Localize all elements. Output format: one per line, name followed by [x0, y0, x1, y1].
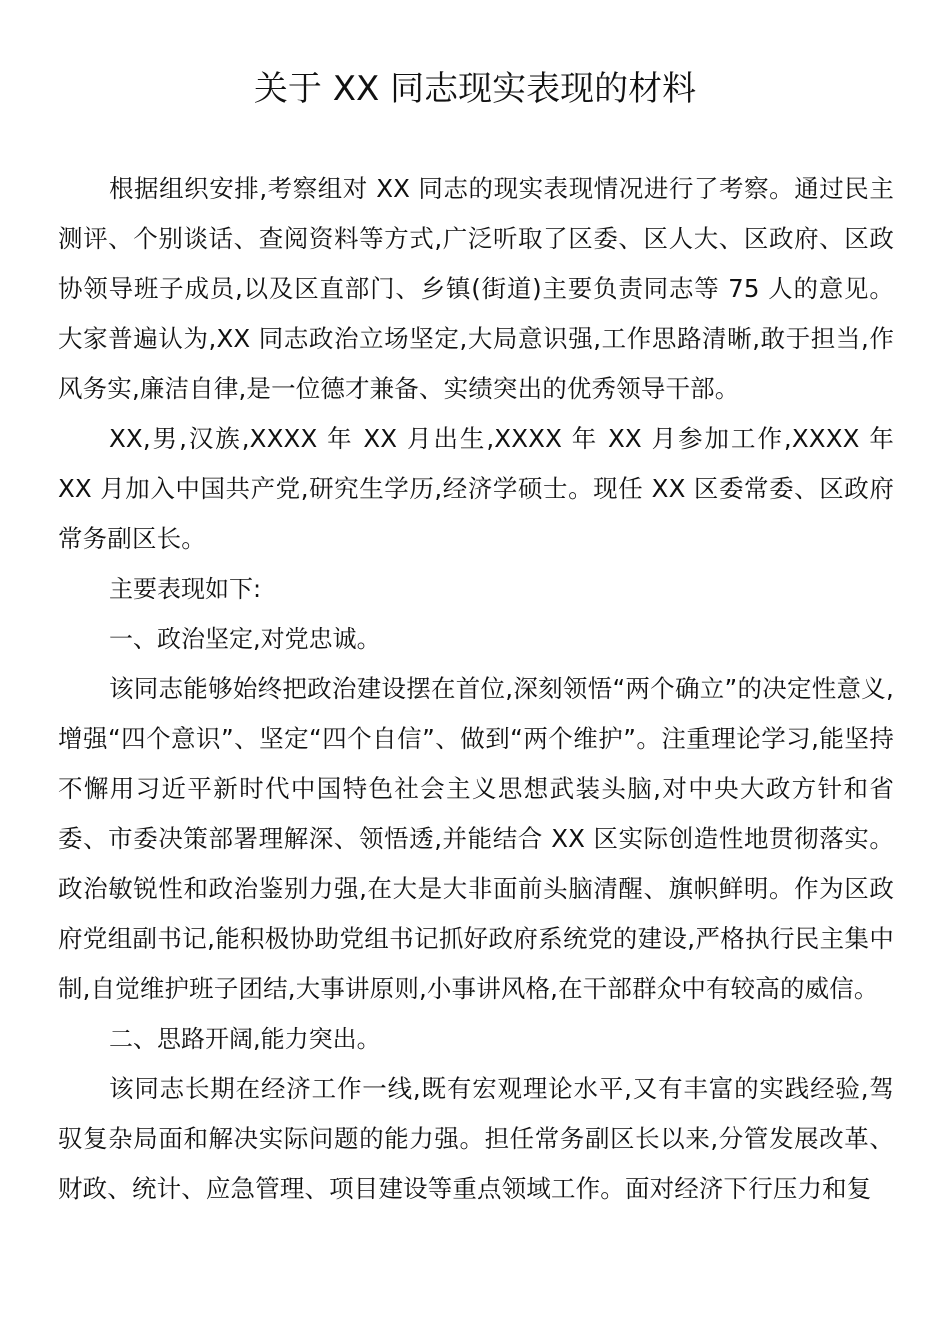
document-title: 关于 XX 同志现实表现的材料	[253, 69, 697, 109]
section-heading-1: 一、政治坚定,对党忠诚。	[109, 625, 381, 653]
paragraph-section-1: 该同志能够始终把政治建设摆在首位,深刻领悟“两个确立”的决定性意义,增强“四个意识”、坚定“四个自信”、做到“两个维护”。注重理论学习,能坚持不懈用习近平新时代中国特色社会主义思想武装头脑,对中央大政方针和省委、市委决策部署理解深、领悟透,并能结合 XX 区实际创造性地贯彻落实。政治敏锐性和政治鉴别力强,在大是大非面前头脑清醒、旗帜鲜明。作为区政府党组副书记,能积极协助党组书记抓好政府系统党的建设,严格执行民主集中制,自觉维护班子团结,大事讲原则,小事讲风格,在干部群众中有较高的威信。	[58, 674, 894, 1003]
paragraph-profile: XX,男,汉族,XXXX 年 XX 月出生,XXXX 年 XX 月参加工作,XXXX 年 XX 月加入中国共产党,研究生学历,经济学硕士。现任 XX 区委常委、区政府常务副区长。	[58, 424, 894, 553]
paragraph-intro: 根据组织安排,考察组对 XX 同志的现实表现情况进行了考察。通过民主测评、个别谈话、查阅资料等方式,广泛听取了区委、区人大、区政府、区政协领导班子成员,以及区直部门、乡镇(街道)主要负责同志等 75 人的意见。大家普遍认为,XX 同志政治立场坚定,大局意识强,工作思路清晰,敢于担当,作风务实,廉洁自律,是一位德才兼备、实绩突出的优秀领导干部。	[58, 174, 894, 403]
paragraph-section-2: 该同志长期在经济工作一线,既有宏观理论水平,又有丰富的实践经验,驾驭复杂局面和解决实际问题的能力强。担任常务副区长以来,分管发展改革、财政、统计、应急管理、项目建设等重点领域工作。面对经济下行压力和复	[58, 1074, 894, 1203]
section-heading-2: 二、思路开阔,能力突出。	[109, 1025, 381, 1053]
document-body	[58, 164, 894, 1214]
paragraph-main-performance: 主要表现如下:	[109, 575, 262, 603]
